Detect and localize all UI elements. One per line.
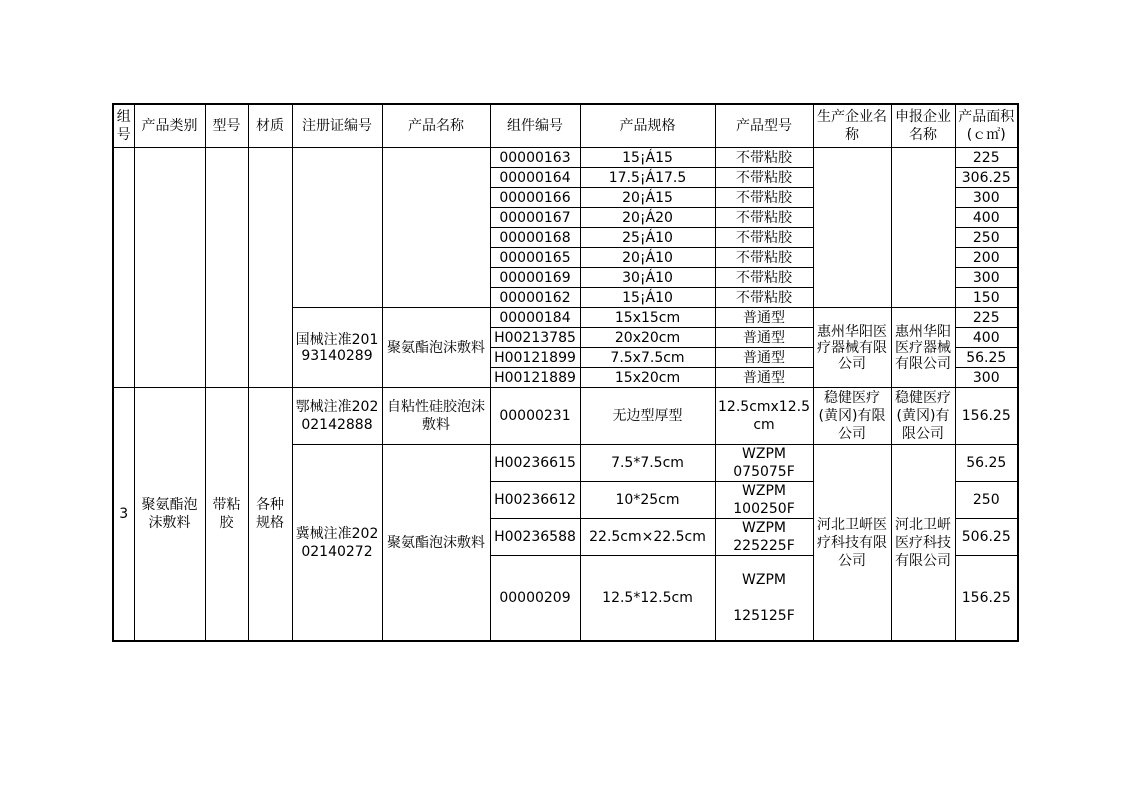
area: 300 [955,268,1018,288]
component-no: 00000209 [490,556,580,642]
header-component-no: 组件编号 [490,104,580,148]
product-type: 不带粘胶 [715,228,813,248]
area: 156.25 [955,556,1018,642]
component-no: 00000184 [490,308,580,328]
spec: 20¡Á20 [580,208,715,228]
manufacturer: 惠州华阳医疗器械有限公司 [813,308,891,388]
spec: 7.5*7.5cm [580,445,715,482]
reg-no: 国械注准20193140289 [292,308,382,388]
area: 250 [955,228,1018,248]
product-name: 自粘性硅胶泡沫敷料 [382,388,490,445]
component-no: 00000166 [490,188,580,208]
group-number: 3 [113,388,134,642]
spec: 7.5x7.5cm [580,348,715,368]
area: 156.25 [955,388,1018,445]
model: 带粘胶 [205,388,248,642]
product-type: 普通型 [715,368,813,388]
area: 225 [955,308,1018,328]
area: 200 [955,248,1018,268]
product-name: 聚氨酯泡沫敷料 [382,308,490,388]
header-material: 材质 [248,104,292,148]
product-type: 普通型 [715,308,813,328]
component-no: H00236615 [490,445,580,482]
header-applicant: 申报企业名称 [891,104,955,148]
applicant: 惠州华阳医疗器械有限公司 [891,308,955,388]
component-no: 00000164 [490,168,580,188]
reg-no-cell-empty [292,148,382,308]
product-type [715,519,813,556]
header-model: 型号 [205,104,248,148]
material-cell-empty [248,148,292,388]
product-type: 不带粘胶 [715,268,813,288]
product-type: 不带粘胶 [715,148,813,168]
component-no: 00000162 [490,288,580,308]
product-type-line: WZPM [742,483,786,499]
spec: 17.5¡Á17.5 [580,168,715,188]
manufacturer: 稳健医疗(黄冈)有限公司 [813,388,891,445]
product-type: 普通型 [715,348,813,368]
reg-no: 鄂械注准20202142888 [292,388,382,445]
product-type: 不带粘胶 [715,288,813,308]
product-type: 不带粘胶 [715,188,813,208]
header-category: 产品类别 [134,104,205,148]
model-cell-empty [205,148,248,388]
product-type-line: 125125F [733,608,795,624]
spec: 25¡Á10 [580,228,715,248]
area: 506.25 [955,519,1018,556]
component-no: H00213785 [490,328,580,348]
header-row [113,104,1018,148]
area: 250 [955,482,1018,519]
component-no: H00236612 [490,482,580,519]
product-type: 不带粘胶 [715,168,813,188]
reg-no: 冀械注准20202140272 [292,445,382,642]
header-product-type: 产品型号 [715,104,813,148]
category-cell-empty [134,148,205,388]
spec: 20x20cm [580,328,715,348]
applicant-cell-empty [891,148,955,308]
product-type-line: WZPM [742,446,786,462]
table-row [113,148,1018,168]
area: 400 [955,208,1018,228]
applicant: 稳健医疗(黄冈)有限公司 [891,388,955,445]
spec: 20¡Á10 [580,248,715,268]
product-type [715,482,813,519]
product-name: 聚氨酯泡沫敷料 [382,445,490,642]
header-group: 组号 [113,104,134,148]
product-type-line: WZPM [742,572,786,588]
spec: 15x20cm [580,368,715,388]
component-no: 00000231 [490,388,580,445]
area: 225 [955,148,1018,168]
area: 306.25 [955,168,1018,188]
area: 400 [955,328,1018,348]
product-type: 普通型 [715,328,813,348]
spec: 15x15cm [580,308,715,328]
spec: 15¡Á10 [580,288,715,308]
spec: 20¡Á15 [580,188,715,208]
component-no: 00000163 [490,148,580,168]
component-no: 00000169 [490,268,580,288]
product-type [715,556,813,642]
product-table [112,103,1019,642]
spec: 10*25cm [580,482,715,519]
spec: 22.5cm×22.5cm [580,519,715,556]
header-area: 产品面积(ｃ㎡) [955,104,1018,148]
table-row [113,388,1018,445]
header-reg-no: 注册证编号 [292,104,382,148]
group-cell-empty [113,148,134,388]
spec: 30¡Á10 [580,268,715,288]
product-type-line: 225225F [733,538,795,554]
product-name-cell-empty [382,148,490,308]
manufacturer: 河北卫岍医疗科技有限公司 [813,445,891,642]
product-type-line: 075075F [733,464,795,480]
area: 300 [955,188,1018,208]
product-type-line: WZPM [742,520,786,536]
applicant: 河北卫岍医疗科技有限公司 [891,445,955,642]
component-no: H00236588 [490,519,580,556]
component-no: H00121899 [490,348,580,368]
component-no: H00121889 [490,368,580,388]
spec: 12.5*12.5cm [580,556,715,642]
area: 300 [955,368,1018,388]
header-manufacturer: 生产企业名称 [813,104,891,148]
header-product-name: 产品名称 [382,104,490,148]
spec: 15¡Á15 [580,148,715,168]
component-no: 00000167 [490,208,580,228]
component-no: 00000165 [490,248,580,268]
product-type-line: 100250F [733,501,795,517]
spec: 无边型厚型 [580,388,715,445]
area: 56.25 [955,445,1018,482]
product-type: 不带粘胶 [715,248,813,268]
product-category: 聚氨酯泡沫敷料 [134,388,205,642]
header-spec: 产品规格 [580,104,715,148]
component-no: 00000168 [490,228,580,248]
product-type: 不带粘胶 [715,208,813,228]
area: 56.25 [955,348,1018,368]
area: 150 [955,288,1018,308]
material: 各种规格 [248,388,292,642]
product-type: 12.5cmx12.5cm [715,388,813,445]
product-type [715,445,813,482]
manufacturer-cell-empty [813,148,891,308]
